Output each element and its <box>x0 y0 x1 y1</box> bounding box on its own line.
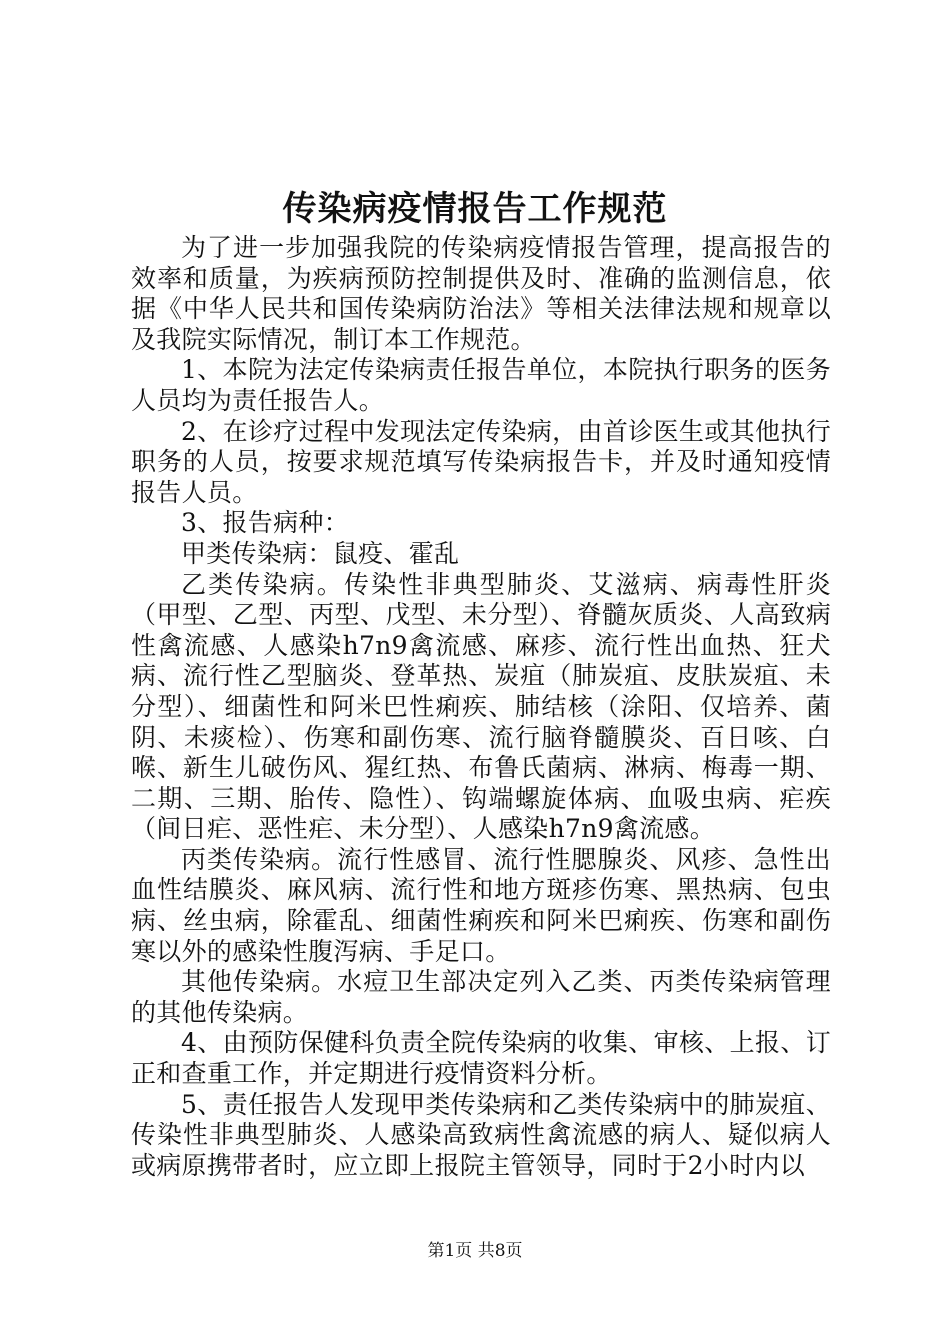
document-body <box>131 233 831 1181</box>
paragraph-item-3: 3、报告病种： <box>181 508 350 538</box>
paragraph-intro: 为了进一步加强我院的传染病疫情报告管理，提高报告的效率和质量，为疾病预防控制提供及时、准确的监测信息，依据《中华人民共和国传染病防治法》等相关法律法规和规章以及我院实际情况，制订本工作规范。 <box>131 233 831 354</box>
document-title: 传染病疫情报告工作规范 <box>282 189 668 229</box>
paragraph-item-4: 4、由预防保健科负责全院传染病的收集、审核、上报、订正和查重工作，并定期进行疫情资料分析。 <box>131 1028 831 1089</box>
paragraph-item-5: 5、责任报告人发现甲类传染病和乙类传染病中的肺炭疽、传染性非典型肺炎、人感染高致病性禽流感的病人、疑似病人或病原携带者时，应立即上报院主管领导，同时于2小时内以 <box>131 1089 831 1180</box>
paragraph-item-1: 1、本院为法定传染病责任报告单位，本院执行职务的医务人员均为责任报告人。 <box>131 355 831 415</box>
paragraph-class-b: 乙类传染病。传染性非典型肺炎、艾滋病、病毒性肝炎（甲型、乙型、丙型、戊型、未分型）、脊髓灰质炎、人高致病性禽流感、人感染h7n9禽流感、麻疹、流行性出血热、狂犬病、流行性乙型脑炎、登革热、炭疽（肺炭疽、皮肤炭疽、未分型）、细菌性和阿米巴性痢疾、肺结核（涂阳、仅培养、菌阴、未痰检）、伤寒和副伤寒、流行脑脊髓膜炎、百日咳、白喉、新生儿破伤风、猩红热、布鲁氏菌病、淋病、梅毒一期、二期、三期、胎传、隐性）、钩端螺旋体病、血吸虫病、疟疾（间日疟、恶性疟、未分型）、人感染h7n9禽流感。 <box>131 569 831 844</box>
page-footer: 第1页 共8页 <box>427 1241 523 1261</box>
paragraph-class-c: 丙类传染病。流行性感冒、流行性腮腺炎、风疹、急性出血性结膜炎、麻风病、流行性和地方斑疹伤寒、黑热病、包虫病、丝虫病，除霍乱、细菌性痢疾和阿米巴痢疾、伤寒和副伤寒以外的感染性腹泻病、手足口。 <box>131 844 831 966</box>
paragraph-item-2: 2、在诊疗过程中发现法定传染病，由首诊医生或其他执行职务的人员，按要求规范填写传染病报告卡，并及时通知疫情报告人员。 <box>131 416 831 507</box>
paragraph-class-a: 甲类传染病：鼠疫、霍乱 <box>181 538 460 568</box>
paragraph-other: 其他传染病。水痘卫生部决定列入乙类、丙类传染病管理的其他传染病。 <box>131 967 831 1027</box>
